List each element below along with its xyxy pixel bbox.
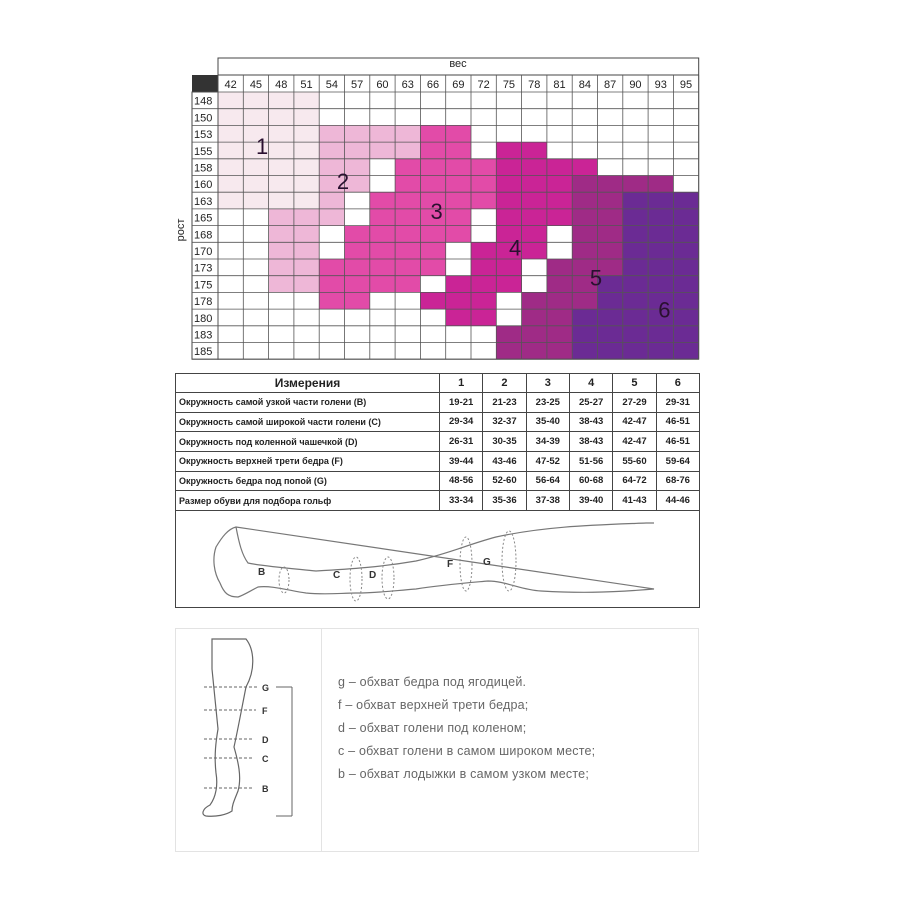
row-label: Размер обуви для подбора гольф	[176, 491, 440, 511]
table-row	[176, 471, 700, 491]
table-row	[176, 432, 700, 452]
table-cell: 68-76	[656, 471, 699, 491]
zone-label-6: 6	[658, 297, 671, 323]
leg-letter-b: B	[258, 567, 266, 578]
table-cell: 42-47	[613, 412, 656, 432]
table-header-row	[176, 374, 700, 393]
side-letter-f: F	[262, 706, 268, 716]
weight-tick: 75	[502, 79, 516, 91]
height-tick: 160	[194, 179, 213, 192]
table-body	[176, 393, 700, 511]
table-cell: 60-68	[569, 471, 612, 491]
legend-list	[338, 675, 595, 790]
height-tick: 173	[194, 262, 213, 275]
table-cell: 37-38	[526, 491, 569, 511]
table-cell: 39-44	[440, 451, 483, 471]
table-cell: 34-39	[526, 432, 569, 452]
height-tick: 170	[194, 246, 213, 258]
table-cell: 19-21	[440, 393, 483, 413]
row-label: Окружность самой широкой части голени (C)	[176, 412, 440, 432]
weight-tick: 81	[553, 79, 566, 91]
table-cell: 59-64	[656, 451, 699, 471]
legend-divider	[321, 629, 322, 851]
table-cell: 46-51	[656, 412, 699, 432]
table-cell: 51-56	[569, 451, 612, 471]
size-header: 3	[526, 374, 569, 393]
row-label: Окружность верхней трети бедра (F)	[176, 451, 440, 471]
table-cell: 26-31	[440, 432, 483, 452]
height-tick: 180	[194, 312, 213, 325]
height-tick: 153	[194, 129, 213, 142]
legend-item-f: f – обхват верхней трети бедра;	[338, 698, 529, 712]
size-header: 4	[569, 374, 612, 393]
weight-tick: 48	[275, 79, 288, 91]
row-label: Окружность самой узкой части голени (B)	[176, 393, 440, 413]
weight-tick: 57	[351, 79, 364, 91]
table-cell: 27-29	[613, 393, 656, 413]
height-tick: 155	[194, 145, 213, 158]
table-cell: 38-43	[569, 432, 612, 452]
table-cell: 43-46	[483, 451, 526, 471]
weight-tick: 78	[528, 79, 541, 91]
size-header: 1	[440, 374, 483, 393]
legend-item-g: g – обхват бедра под ягодицей.	[338, 675, 527, 689]
row-label: Окружность под коленной чашечкой (D)	[176, 432, 440, 452]
table-cell: 21-23	[483, 393, 526, 413]
height-axis-label: рост	[175, 218, 187, 242]
weight-tick: 90	[629, 79, 642, 91]
legend-item-d: d – обхват голени под коленом;	[338, 721, 527, 735]
height-tick: 148	[194, 95, 213, 108]
weight-tick: 84	[578, 79, 591, 91]
zone-label-5: 5	[589, 265, 603, 291]
table-row	[176, 393, 700, 413]
table-cell: 30-35	[483, 432, 526, 452]
zone-label-1: 1	[255, 133, 269, 159]
height-tick: 183	[194, 329, 213, 342]
table-cell: 56-64	[526, 471, 569, 491]
leg-letter-c: C	[333, 570, 341, 581]
size-header: 2	[483, 374, 526, 393]
zone-label-3: 3	[430, 198, 443, 224]
weight-tick: 54	[325, 79, 338, 91]
side-letter-c: C	[262, 754, 269, 764]
table-header-label: Измерения	[176, 374, 440, 393]
table-cell: 33-34	[440, 491, 483, 511]
weight-tick: 60	[376, 79, 389, 91]
weight-tick: 69	[452, 79, 465, 91]
row-label: Окружность бедра под попой (G)	[176, 471, 440, 491]
weight-tick: 87	[604, 79, 617, 91]
size-header: 6	[656, 374, 699, 393]
legend-item-c: c – обхват голени в самом широком месте;	[338, 744, 596, 758]
table-cell: 35-40	[526, 412, 569, 432]
size-header: 5	[613, 374, 656, 393]
table-cell: 47-52	[526, 451, 569, 471]
table-cell: 35-36	[483, 491, 526, 511]
table-cell: 55-60	[613, 451, 656, 471]
size-grid-chart	[0, 0, 900, 370]
zone-label-2: 2	[336, 168, 350, 194]
table-cell: 64-72	[613, 471, 656, 491]
side-letter-d: D	[262, 735, 269, 745]
weight-tick: 66	[426, 79, 440, 91]
table-row	[176, 451, 700, 471]
table-row	[176, 491, 700, 511]
leg-letter-d: D	[369, 570, 377, 581]
table-cell: 38-43	[569, 412, 612, 432]
table-cell: 32-37	[483, 412, 526, 432]
height-tick: 175	[194, 279, 213, 292]
table-cell: 52-60	[483, 471, 526, 491]
side-letter-g: G	[262, 683, 270, 693]
table-cell: 44-46	[656, 491, 699, 511]
height-tick: 163	[194, 195, 213, 208]
height-tick: 165	[194, 212, 213, 225]
height-tick: 158	[194, 162, 213, 175]
leg-outline-illustration	[176, 511, 701, 608]
table-row	[176, 412, 700, 432]
height-tick: 178	[194, 296, 213, 309]
table-cell: 23-25	[526, 393, 569, 413]
leg-diagram	[175, 511, 700, 608]
table-cell: 25-27	[569, 393, 612, 413]
table-cell: 42-47	[613, 432, 656, 452]
weight-tick: 93	[654, 79, 667, 91]
side-leg-illustration	[176, 629, 321, 851]
weight-tick: 51	[300, 79, 313, 91]
height-tick: 168	[194, 229, 213, 242]
weight-tick: 42	[224, 79, 237, 91]
table-cell: 41-43	[613, 491, 656, 511]
legend-item-b: b – обхват лодыжки в самом узком месте;	[338, 767, 589, 781]
table-cell: 29-31	[656, 393, 699, 413]
height-tick: 150	[194, 112, 213, 125]
height-tick: 185	[194, 346, 213, 359]
table-cell: 46-51	[656, 432, 699, 452]
side-letter-b: B	[262, 784, 269, 794]
leg-letter-f: F	[447, 559, 454, 570]
table-cell: 39-40	[569, 491, 612, 511]
weight-tick: 63	[401, 79, 414, 91]
measurements-table	[175, 373, 700, 511]
weight-axis-label: вес	[449, 58, 467, 70]
weight-tick: 95	[679, 79, 693, 91]
leg-letter-g: G	[483, 557, 491, 568]
weight-tick: 45	[249, 79, 263, 91]
table-cell: 29-34	[440, 412, 483, 432]
measurement-legend-panel	[175, 628, 699, 852]
weight-tick: 72	[477, 79, 490, 91]
table-cell: 48-56	[440, 471, 483, 491]
zone-label-4: 4	[508, 235, 522, 261]
